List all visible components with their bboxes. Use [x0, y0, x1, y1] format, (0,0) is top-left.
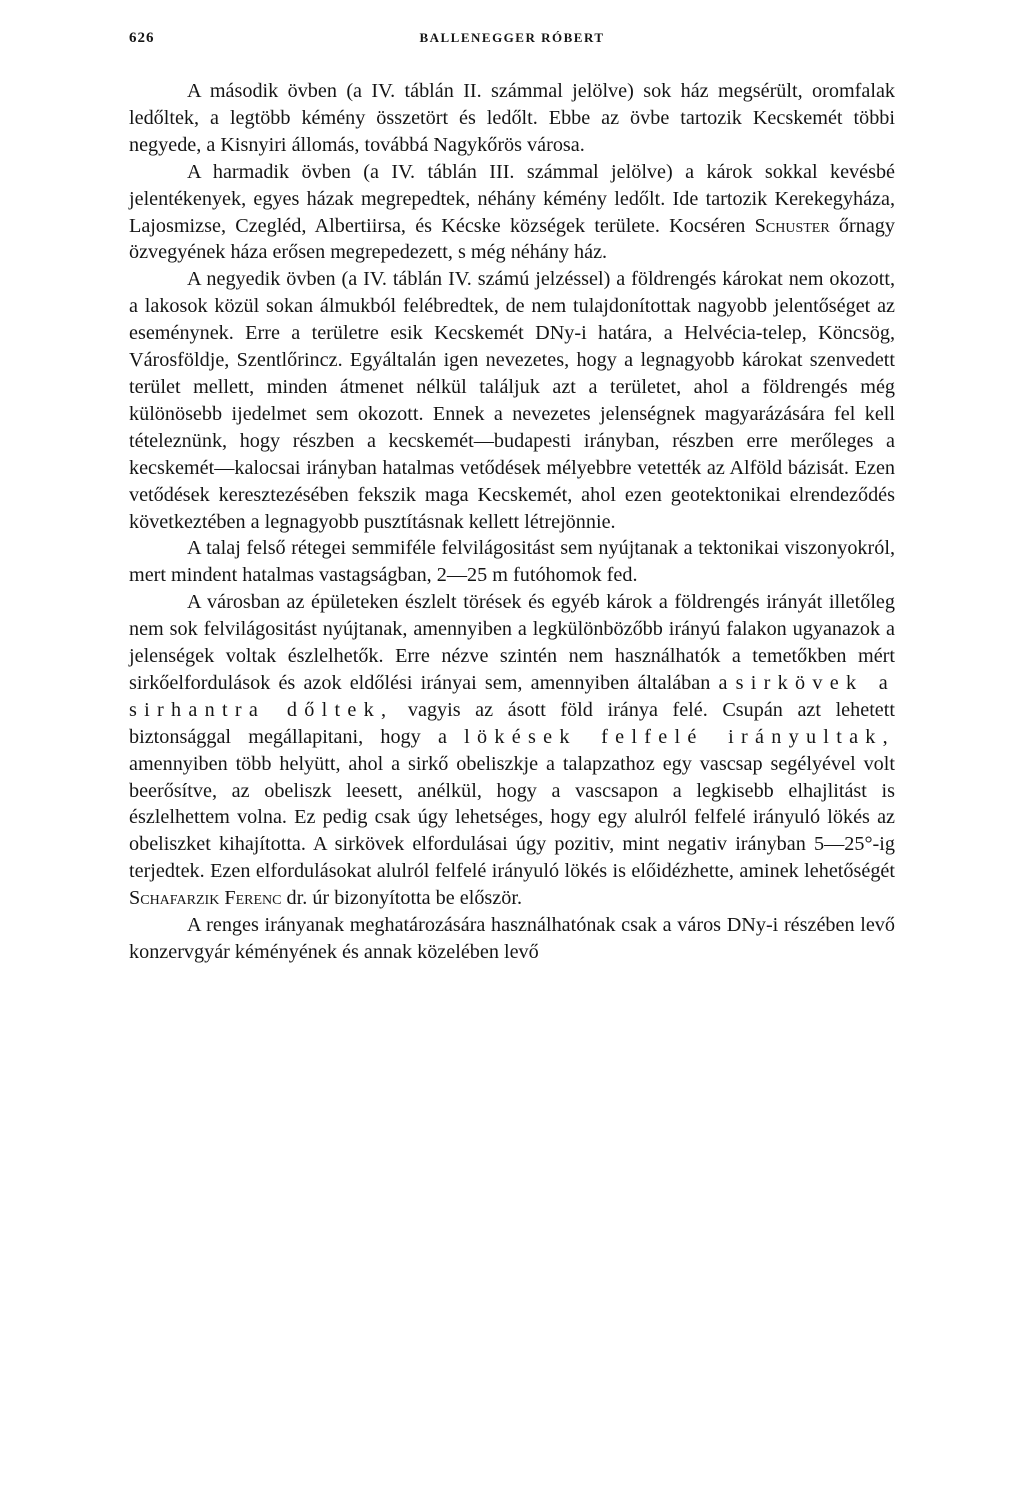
paragraph-text: A városban az épületeken észlelt törések és egyéb károk a földrengés irányát illetőleg nem sok felvilágositást nyújtanak, amennyiben a legkülönbözőbb irányú falakon ugyanazok a jelenségek voltak észlelhetők. Erre nézve szintén nem használhatók a temetőkben mért sirkőelfordulások és azok eldőlési irányai sem, amennyiben általában a	[129, 591, 895, 694]
paragraph-text: A negyedik övben (a IV. táblán IV. számú jelzéssel) a földrengés károkat nem okozott, a lakosok közül sokan álmukból felébredtek, de nem tulajdonítottak nagyobb jelentőséget az eseménynek. Erre a területre esik Kecskemét DNy-i határa, a Helvécia-telep, Köncsög, Városföldje, Szentlőrincz. Egyáltalán igen nevezetes, hogy a legnagyobb károkat szenvedett terület mellett, minden átmenet nélkül találjuk azt a területet, ahol a földrengés még különösebb ijedelmet sem okozott. Ennek a nevezetes jelenségnek magyarázására fel kell tételeznünk, hogy részben a kecskemét—budapesti irányban, részben erre merőleges a kecskemét—kalocsai irányban hatalmas vetődések mélyebbre vetették az Alföld bázisát. Ezen vetődések keresztezésében fekszik maga Kecskemét, ahol ezen geotektonikai elrendeződés következtében a legnagyobb pusztításnak kellett létrejönnie.	[129, 268, 895, 533]
author-name-smallcaps: Schafarzik Ferenc	[129, 887, 282, 910]
emphasis-spaced-text: sirkövek a sirhantra dőltek,	[129, 671, 895, 721]
paragraph-text: A harmadik övben (a IV. táblán III. számmal jelölve) a károk sokkal kevésbé jelentékenyek, egyes házak megrepedtek, néhány kémény ledőlt. Ide tartozik Kerekegyháza, Lajosmizse, Czegléd, Albertiirsa, és Kécske községek területe. Kocséren	[129, 160, 895, 237]
paragraph-second-zone	[129, 78, 895, 159]
paragraph-text: A renges irányanak meghatározására használhatónak csak a város DNy-i részében levő konzervgyár kéményének és annak közelében levő	[129, 914, 895, 963]
paragraph-text: A második övben (a IV. táblán II. számmal jelölve) sok ház megsérült, oromfalak ledőltek, a legtöbb kémény összetört és ledőlt. Ebbe az övbe tartozik Kecskemét többi negyede, a Kisnyiri állomás, továbbá Nagykőrös városa.	[129, 80, 895, 156]
paragraph-soil-layers	[129, 535, 895, 589]
running-head	[129, 30, 895, 54]
paragraph-text: vagyis az ásott föld iránya felé. Csupán azt lehetett biztonsággal megállapitani, hogy a	[129, 698, 895, 748]
emphasis-spaced-text: lökések felfelé irányultak,	[464, 725, 895, 748]
page-number: 626	[129, 30, 155, 46]
paragraph-direction	[129, 912, 895, 966]
paragraph-fourth-zone	[129, 266, 895, 535]
running-title: BALLENEGGER RÓBERT	[419, 30, 605, 45]
paragraph-text: amennyiben több helyütt, ahol a sirkő obeliszkje a talapzathoz egy vascsap segélyével volt beerősítve, az obeliszk leesett, anélkül, hogy a vascsapon a legkisebb elhajlitást is észlelhettem volna. Ez pedig csak úgy lehetséges, hogy egy alulról felfelé irányuló lökés az obeliszket kihajította. A sirkövek elfordulásai úgy pozitiv, mint negativ irányban 5—25°-ig terjedtek. Ezen elfordulásokat alulról felfelé irányuló lökés is előidézhette, aminek lehetőségét	[129, 752, 895, 883]
paragraph-third-zone	[129, 159, 895, 267]
paragraph-city-damage	[129, 589, 895, 912]
author-name-smallcaps: Schuster	[754, 214, 830, 237]
body-text	[129, 78, 895, 966]
paragraph-text: A talaj felső rétegei semmiféle felvilágositást sem nyújtanak a tektonikai viszonyokról, mert mindent hatalmas vastagságban, 2—25 m futóhomok fed.	[129, 537, 895, 587]
paragraph-text: őrnagy özvegyének háza erősen megrepedezett, s még néhány ház.	[129, 214, 895, 264]
paragraph-text: dr. úr bizonyította be először.	[281, 887, 522, 910]
book-page	[129, 30, 895, 966]
